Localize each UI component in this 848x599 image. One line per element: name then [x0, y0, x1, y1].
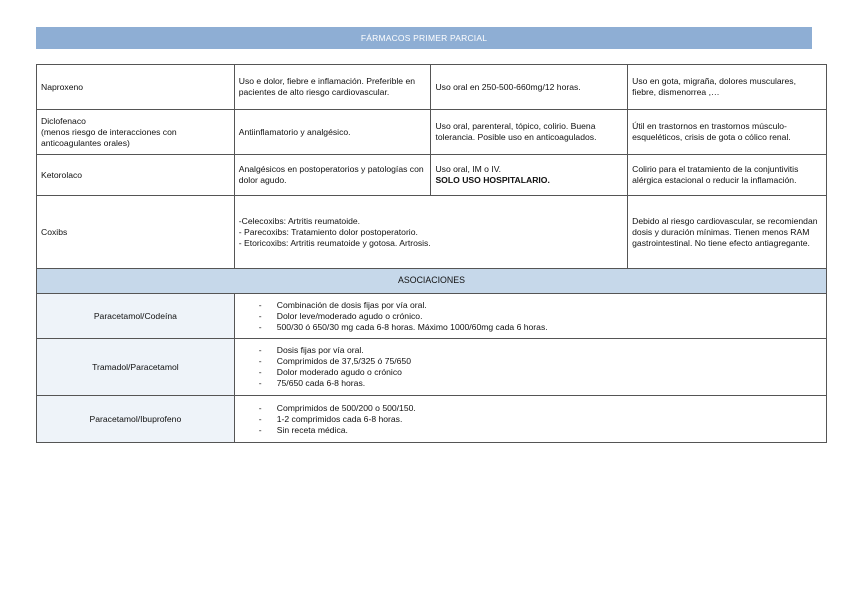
drug-indication: Analgésicos en postoperatorios y patologías con dolor agudo. — [234, 155, 431, 196]
association-name: Paracetamol/Codeína — [37, 294, 235, 339]
table-row — [37, 339, 827, 396]
association-details — [234, 396, 826, 443]
drug-name: Naproxeno — [37, 65, 235, 110]
list-item: - 500/30 ó 650/30 mg cada 6-8 horas. Máximo 1000/60mg cada 6 horas. — [239, 322, 822, 333]
drug-subtype: - Etoricoxibs: Artritis reumatoide y gotosa. Artrosis. — [238, 237, 431, 248]
list-item: - Comprimidos de 37,5/325 ó 75/650 — [239, 356, 822, 367]
list-item: - Dosis fijas por vía oral. — [239, 345, 822, 356]
drug-indication: Antiinflamatorio y analgésico. — [234, 110, 431, 155]
association-list — [239, 345, 822, 389]
drug-name-cell — [37, 110, 235, 155]
table-row — [37, 396, 827, 443]
table-row — [37, 196, 827, 269]
drug-notes: Colirio para el tratamiento de la conjuntivitis alérgica estacional o reducir la inflamación. — [628, 155, 827, 196]
association-name: Paracetamol/Ibuprofeno — [37, 396, 235, 443]
drug-route: Uso oral, parenteral, tópico, colirio. Buena tolerancia. Posible uso en anticoagulados. — [431, 110, 628, 155]
table-row — [37, 110, 827, 155]
drug-subtype: - Parecoxibs: Tratamiento dolor postoperatorio. — [238, 226, 418, 237]
list-item: - Dolor moderado agudo o crónico — [239, 367, 822, 378]
drug-indication: Uso e dolor, fiebre e inflamación. Preferible en pacientes de alto riesgo cardiovascular. — [234, 65, 431, 110]
association-list — [239, 300, 822, 333]
drug-notes: Uso en gota, migraña, dolores musculares, fiebre, dismenorrea ,… — [628, 65, 827, 110]
drug-notes: Debido al riesgo cardiovascular, se recomiendan dosis y duración mínimas. Tienen menos RAM gastrointestinal. No tiene efecto antiagregante. — [628, 196, 827, 269]
list-item: - Sin receta médica. — [239, 425, 822, 436]
drug-route: Uso oral en 250-500-660mg/12 horas. — [431, 65, 628, 110]
drug-route: Uso oral, IM o IV. — [435, 164, 502, 174]
table-row — [37, 294, 827, 339]
drug-notes: Útil en trastornos en trastornos músculo-esqueléticos, crisis de gota o cólico renal. — [628, 110, 827, 155]
list-item: - 75/650 cada 6-8 horas. — [239, 378, 822, 389]
association-name: Tramadol/Paracetamol — [37, 339, 235, 396]
table-row — [37, 65, 827, 110]
list-item: - Combinación de dosis fijas por vía oral. — [239, 300, 822, 311]
associations-header: ASOCIACIONES — [37, 269, 827, 294]
drug-name-note: (menos riesgo de interacciones con anticoagulantes orales) — [41, 126, 177, 148]
list-item: - Dolor leve/moderado agudo o crónico. — [239, 311, 822, 322]
drug-route-warning: SOLO USO HOSPITALARIO. — [435, 175, 550, 185]
association-list — [239, 403, 822, 436]
document-title-banner — [36, 27, 812, 49]
drug-name: Ketorolaco — [37, 155, 235, 196]
table-row — [37, 155, 827, 196]
list-item: - 1-2 comprimidos cada 6-8 horas. — [239, 414, 822, 425]
document-title: FÁRMACOS PRIMER PARCIAL — [360, 33, 488, 43]
association-details — [234, 294, 826, 339]
list-item: - Comprimidos de 500/200 o 500/150. — [239, 403, 822, 414]
drug-subtype: -Celecoxibs: Artritis reumatoide. — [238, 215, 361, 226]
drug-route-cell — [431, 155, 628, 196]
association-details — [234, 339, 826, 396]
associations-header-row — [37, 269, 827, 294]
drug-name: Diclofenaco — [41, 115, 86, 126]
drug-subtypes-cell — [234, 196, 627, 269]
drug-name: Coxibs — [37, 196, 235, 269]
drugs-table — [36, 64, 827, 443]
